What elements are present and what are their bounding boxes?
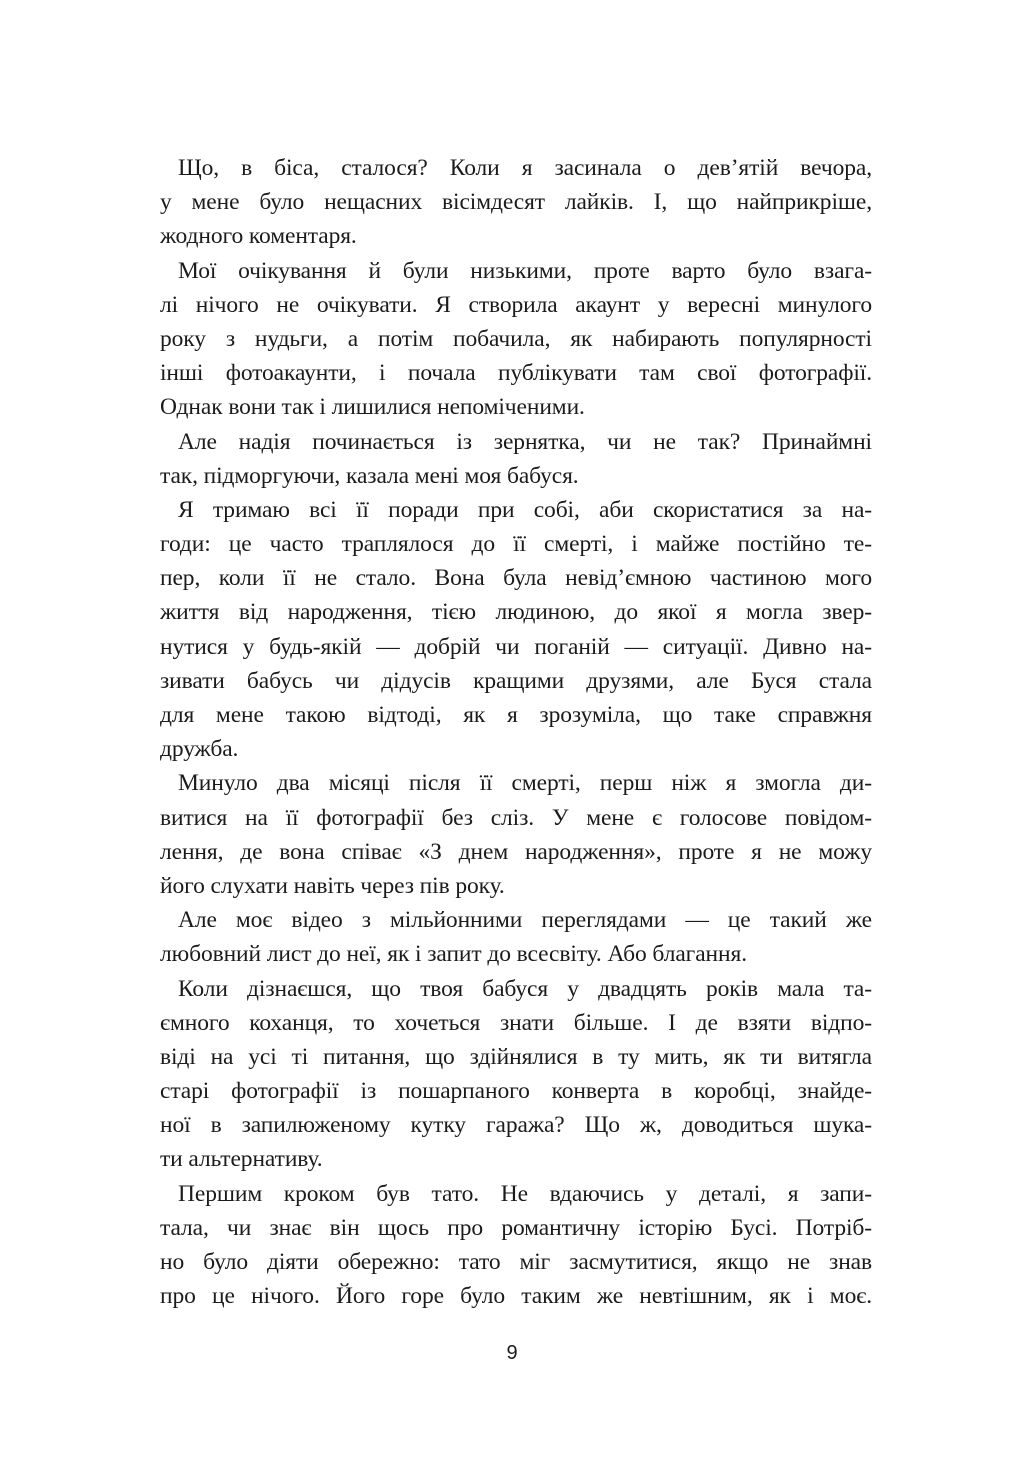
text-line: старі фотографії із пошарпаного конверта в коробці, знайде- [160,1078,872,1105]
text-line: любовний лист до неї, як і запит до всесвіту. Або благання. [160,941,747,968]
text-line: Першим кроком був тато. Не вдаючись у деталі, я запи- [178,1180,872,1207]
text-line: життя від народження, тією людиною, до якої я могла звер- [160,599,872,626]
text-line: Однак вони так і лишилися непоміченими. [160,394,585,421]
text-line: про це нічого. Його горе було таким же невтішним, як і моє. [160,1283,872,1310]
text-line: віді на усі ті питання, що здійнялися в ту мить, як ти витягла [160,1043,872,1070]
text-line: року з нудьги, а потім побачила, як набирають популярності [160,325,872,352]
text-line: так, підморгуючи, казала мені моя бабуся. [160,462,579,489]
text-line: Я тримаю всі її поради при собі, аби скористатися за на- [178,496,872,523]
text-line: дружба. [160,736,239,763]
paragraph [160,1177,872,1314]
text-line: нутися у будь-якій — добрій чи поганій — ситуації. Дивно на- [160,633,872,660]
text-line: тала, чи знає він щось про романтичну історію Бусі. Потріб- [160,1214,872,1241]
paragraph [160,151,872,254]
paragraph [160,254,872,425]
text-line: Минуло два місяці після її смерті, перш ніж я змогла ди- [178,770,872,797]
paragraph [160,493,872,767]
paragraph [160,425,872,493]
text-line: зивати бабусь чи дідусів кращими друзями, але Буся стала [160,667,872,694]
text-line: у мене було нещасних вісімдесят лайків. І, що найприкріше, [160,189,872,216]
page-number: 9 [506,1342,518,1364]
text-line: годи: це часто траплялося до її смерті, і майже постійно те- [160,531,872,558]
text-line: Що, в біса, сталося? Коли я засинала о дев’ятій вечора, [178,155,872,181]
text-line: но було діяти обережно: тато міг засмутитися, якщо не знав [160,1249,872,1275]
body-text [160,151,872,1313]
text-line: ти альтернативу. [160,1146,323,1173]
text-line: ної в запилюженому кутку гаража? Що ж, доводиться шука- [160,1112,872,1139]
text-line: Але моє відео з мільйонними переглядами — це такий же [178,907,872,934]
text-line: Але надія починається із зернятка, чи не так? Принаймні [178,428,872,455]
text-line: жодного коментаря. [160,223,357,250]
text-line: Мої очікування й були низькими, проте варто було взага- [178,257,872,284]
text-line: його слухати навіть через пів року. [160,872,505,899]
text-line: для мене такою відтоді, як я зрозуміла, що таке справжня [160,702,872,728]
text-line: лення, де вона співає «З днем народження», проте я не можу [160,838,872,865]
paragraph [160,972,872,1177]
paragraph [160,766,872,903]
text-line: лі нічого не очікувати. Я створила акаунт у вересні минулого [160,291,872,318]
text-line: витися на її фотографії без сліз. У мене є голосове повідом- [160,804,872,831]
text-line: пер, коли її не стало. Вона була невід’ємною частиною мого [160,565,872,592]
text-line: ємного коханця, то хочеться знати більше. І де взяти відпо- [160,1009,872,1036]
paragraph [160,903,872,971]
text-line: Коли дізнаєшся, що твоя бабуся у двадцять років мала та- [178,975,872,1002]
text-line: інші фотоакаунти, і почала публікувати там свої фотографії. [160,360,872,387]
